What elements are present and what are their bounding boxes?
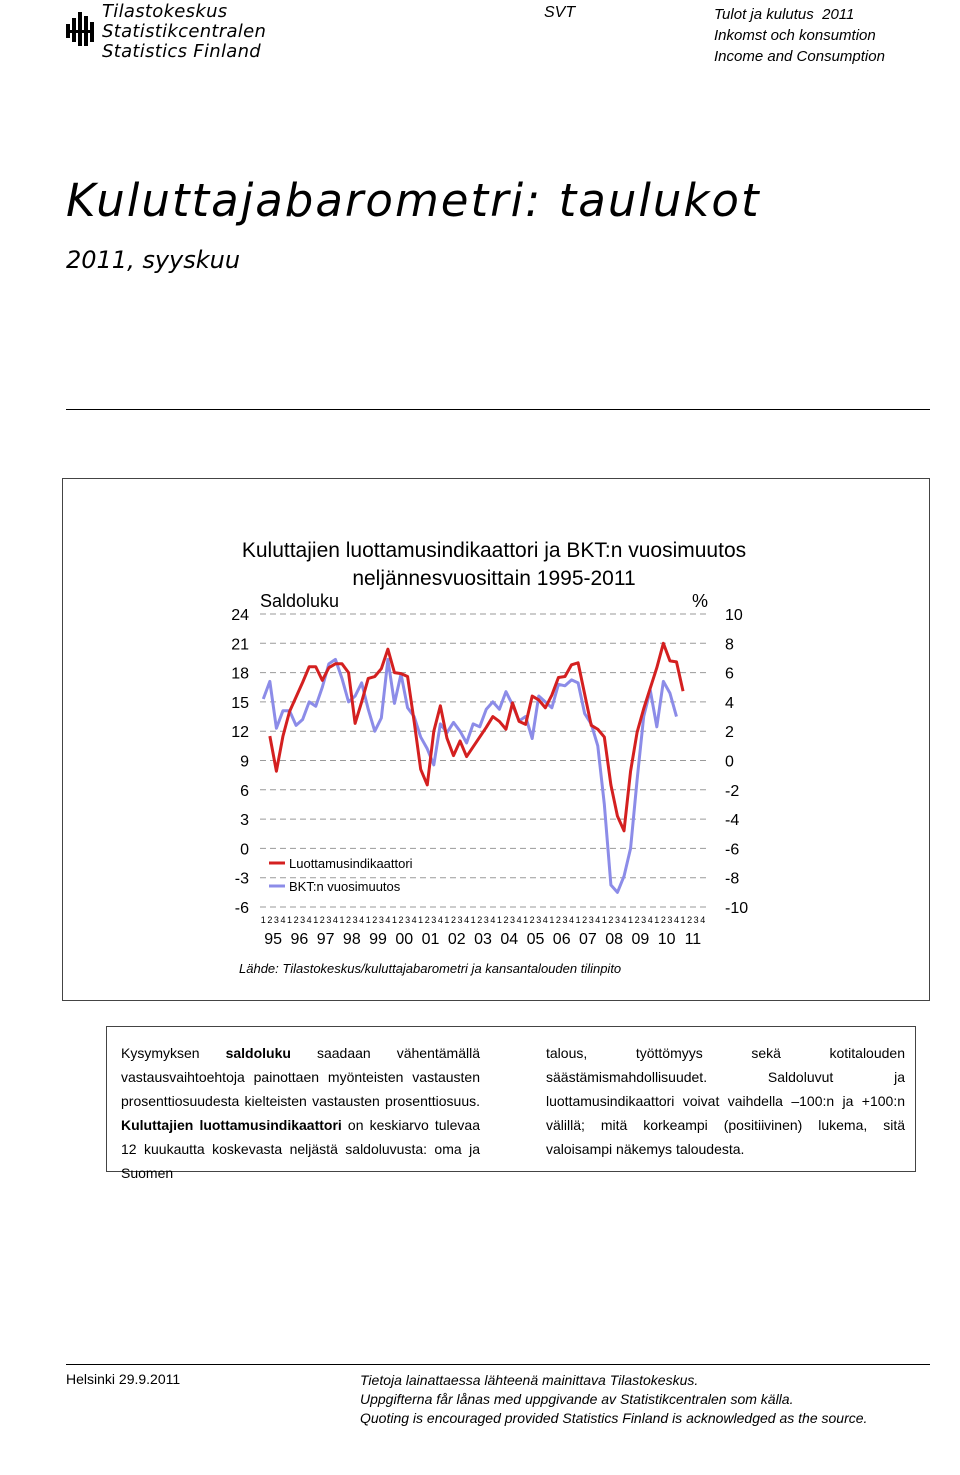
quarter-tick-label: 2	[346, 915, 352, 925]
series-label: SVT	[544, 4, 576, 21]
quarter-tick-label: 1	[628, 915, 634, 925]
publication-names	[714, 4, 885, 67]
quarter-tick-label: 1	[365, 915, 371, 925]
right-axis-label: %	[692, 591, 709, 611]
chart-subtitle: neljännesvuosittain 1995-2011	[352, 567, 636, 590]
right-tick-label: 2	[725, 724, 734, 742]
chart-legend	[269, 856, 413, 894]
quarter-tick-label: 2	[424, 915, 430, 925]
quarter-tick-label: 2	[634, 915, 640, 925]
quarter-tick-label: 1	[654, 915, 660, 925]
logo-text-sv: Statistikcentralen	[102, 21, 267, 42]
year-tick-label: 02	[447, 931, 466, 948]
quarter-tick-label: 3	[326, 915, 332, 925]
quarter-tick-label: 3	[588, 915, 594, 925]
quarter-tick-label: 3	[300, 915, 306, 925]
left-tick-label: 21	[231, 636, 249, 654]
legend-label-luottamusindikaattori: Luottamusindikaattori	[289, 856, 413, 871]
left-tick-label: 15	[231, 694, 249, 712]
year-tick-label: 08	[605, 931, 624, 948]
logo-text-fi: Tilastokeskus	[102, 1, 228, 22]
publication-name-fi: Tulot ja kulutus 2011	[714, 6, 855, 23]
page-title: Kuluttajabarometri: taulukot	[66, 174, 761, 227]
quarter-tick-label: 3	[405, 915, 411, 925]
citation-note-en: Quoting is encouraged provided Statistics Finland is acknowledged as the source.	[360, 1410, 868, 1426]
quarter-tick-label: 3	[693, 915, 699, 925]
chart	[63, 479, 929, 1000]
text-run: saadaan vähentämällä vastausvaihtoehtoja painottaen myönteisten vastausten prosenttiosuudesta kielteisten vastausten prosenttiosuus.	[121, 1045, 480, 1109]
quarter-tick-label: 2	[319, 915, 325, 925]
bold-term: saldoluku	[225, 1045, 291, 1061]
year-tick-label: 01	[421, 931, 440, 948]
citation-notes	[360, 1371, 867, 1428]
year-tick-label: 98	[342, 931, 361, 948]
quarter-tick-label: 4	[359, 915, 365, 925]
right-axis-ticks	[725, 607, 748, 917]
text-run: Kysymyksen	[121, 1045, 226, 1061]
chart-source: Lähde: Tilastokeskus/kuluttajabarometri ja kansantalouden tilinpito	[239, 961, 622, 976]
left-tick-label: 0	[240, 841, 249, 859]
series-lines	[263, 643, 683, 892]
quarter-tick-label: 1	[523, 915, 529, 925]
quarter-tick-label: 1	[601, 915, 607, 925]
year-tick-label: 07	[579, 931, 597, 948]
year-tick-label: 95	[264, 931, 283, 948]
right-tick-label: -2	[725, 782, 740, 800]
quarter-tick-label: 4	[516, 915, 522, 925]
statistics-finland-logo	[66, 2, 286, 62]
logo-text-en: Statistics Finland	[102, 41, 262, 62]
quarter-tick-label: 3	[536, 915, 542, 925]
left-tick-label: 6	[240, 782, 249, 800]
quarter-tick-label: 1	[391, 915, 397, 925]
quarter-tick-label: 4	[411, 915, 417, 925]
series-line-luottamusindikaattori	[270, 643, 683, 831]
quarter-tick-label: 2	[293, 915, 299, 925]
year-tick-label: 05	[526, 931, 545, 948]
right-tick-label: -10	[725, 900, 749, 917]
quarter-tick-label: 4	[332, 915, 338, 925]
year-tick-label: 09	[631, 931, 650, 948]
year-tick-label: 97	[316, 931, 335, 948]
quarter-tick-label: 4	[673, 915, 679, 925]
right-tick-label: 6	[725, 665, 734, 683]
quarter-tick-label: 1	[496, 915, 502, 925]
right-tick-label: -6	[725, 841, 740, 859]
year-tick-label: 11	[684, 931, 702, 948]
quarter-tick-label: 3	[378, 915, 384, 925]
quarter-tick-label: 2	[555, 915, 561, 925]
quarter-tick-label: 2	[687, 915, 693, 925]
quarter-tick-label: 2	[660, 915, 666, 925]
logo-mark-icon	[66, 10, 96, 54]
quarter-tick-label: 2	[503, 915, 509, 925]
quarter-tick-label: 1	[470, 915, 476, 925]
text-run: on keskiarvo tulevaa 12 kuukautta koskevasta neljästä saldoluvusta: oma ja Suomen	[121, 1117, 480, 1181]
citation-note-sv: Uppgifterna får lånas med uppgivande av Statistikcentralen som källa.	[360, 1391, 794, 1407]
bottom-divider	[66, 1364, 930, 1365]
chart-frame	[62, 478, 930, 1001]
quarter-tick-label: 4	[595, 915, 601, 925]
year-tick-label: 06	[552, 931, 571, 948]
quarter-tick-label: 1	[339, 915, 345, 925]
quarter-tick-label: 1	[549, 915, 555, 925]
right-tick-label: 10	[725, 607, 743, 624]
right-tick-label: 4	[725, 694, 734, 712]
year-tick-label: 04	[500, 931, 519, 948]
quarter-tick-label: 1	[418, 915, 424, 925]
quarter-tick-label: 3	[483, 915, 489, 925]
quarter-tick-label: 1	[313, 915, 319, 925]
quarter-tick-label: 3	[614, 915, 620, 925]
place-and-date: Helsinki 29.9.2011	[66, 1371, 181, 1387]
left-axis-label: Saldoluku	[260, 591, 340, 611]
quarter-tick-label: 2	[582, 915, 588, 925]
quarter-tick-label: 3	[273, 915, 279, 925]
legend-label-bkt: BKT:n vuosimuutos	[289, 879, 401, 894]
quarter-tick-label: 4	[700, 915, 706, 925]
quarter-tick-label: 3	[667, 915, 673, 925]
quarter-tick-label: 4	[385, 915, 391, 925]
definition-text-right	[546, 1041, 905, 1161]
citation-note-fi: Tietoja lainattaessa lähteenä mainittava Tilastokeskus.	[360, 1372, 699, 1388]
year-tick-label: 10	[657, 931, 676, 948]
quarter-tick-label: 4	[437, 915, 443, 925]
quarter-tick-label: 3	[352, 915, 358, 925]
left-tick-label: 24	[231, 607, 249, 624]
year-tick-label: 03	[474, 931, 492, 948]
quarter-tick-label: 4	[280, 915, 286, 925]
right-tick-label: 0	[725, 753, 734, 771]
right-tick-label: 8	[725, 636, 734, 654]
quarter-tick-label: 1	[575, 915, 581, 925]
left-axis-ticks	[231, 607, 249, 917]
quarter-tick-label: 2	[477, 915, 483, 925]
quarter-tick-label: 3	[641, 915, 647, 925]
quarter-tick-label: 2	[372, 915, 378, 925]
left-tick-label: 12	[231, 724, 249, 742]
quarter-tick-label: 4	[306, 915, 312, 925]
quarter-tick-label: 4	[490, 915, 496, 925]
quarter-tick-label: 3	[562, 915, 568, 925]
quarter-tick-label: 1	[287, 915, 293, 925]
left-tick-label: -6	[234, 900, 249, 917]
bold-term: Kuluttajien luottamusindikaattori	[121, 1117, 342, 1133]
quarter-tick-label: 2	[450, 915, 456, 925]
quarter-tick-label: 1	[444, 915, 450, 925]
quarter-tick-labels	[261, 915, 705, 925]
year-tick-label: 96	[290, 931, 309, 948]
quarter-tick-label: 4	[647, 915, 653, 925]
quarter-tick-label: 1	[260, 915, 266, 925]
quarter-tick-label: 2	[608, 915, 614, 925]
year-tick-label: 00	[395, 931, 414, 948]
definition-text-left	[121, 1041, 480, 1185]
quarter-tick-label: 2	[529, 915, 535, 925]
quarter-tick-label: 2	[267, 915, 273, 925]
definition-box	[106, 1026, 916, 1181]
left-tick-label: 3	[240, 812, 249, 830]
year-tick-labels	[264, 931, 701, 948]
right-tick-label: -8	[725, 870, 740, 888]
quarter-tick-label: 3	[431, 915, 437, 925]
quarter-tick-label: 4	[542, 915, 548, 925]
publication-name-sv: Inkomst och konsumtion	[714, 27, 876, 44]
left-tick-label: 9	[240, 753, 249, 771]
year-tick-label: 99	[369, 931, 387, 948]
quarter-tick-label: 1	[680, 915, 686, 925]
top-divider	[66, 409, 930, 410]
chart-title: Kuluttajien luottamusindikaattori ja BKT:n vuosimuutos	[241, 539, 747, 562]
publication-name-en: Income and Consumption	[714, 48, 885, 65]
quarter-tick-label: 4	[621, 915, 627, 925]
text-run: talous, työttömyys sekä kotitalouden säästämismahdollisuudet. Saldoluvut ja luottamusindikaattori voivat vaihdella –100:n ja +100:n välillä; mitä korkeampi (positiivinen) lukema, sitä valoisampi näkemys taloudesta.	[546, 1045, 905, 1157]
left-tick-label: 18	[231, 665, 249, 683]
quarter-tick-label: 4	[569, 915, 575, 925]
quarter-tick-label: 4	[464, 915, 470, 925]
quarter-tick-label: 3	[510, 915, 516, 925]
right-tick-label: -4	[725, 812, 740, 830]
page-subtitle: 2011, syyskuu	[66, 246, 241, 274]
quarter-tick-label: 2	[398, 915, 404, 925]
left-tick-label: -3	[234, 870, 249, 888]
quarter-tick-label: 3	[457, 915, 463, 925]
